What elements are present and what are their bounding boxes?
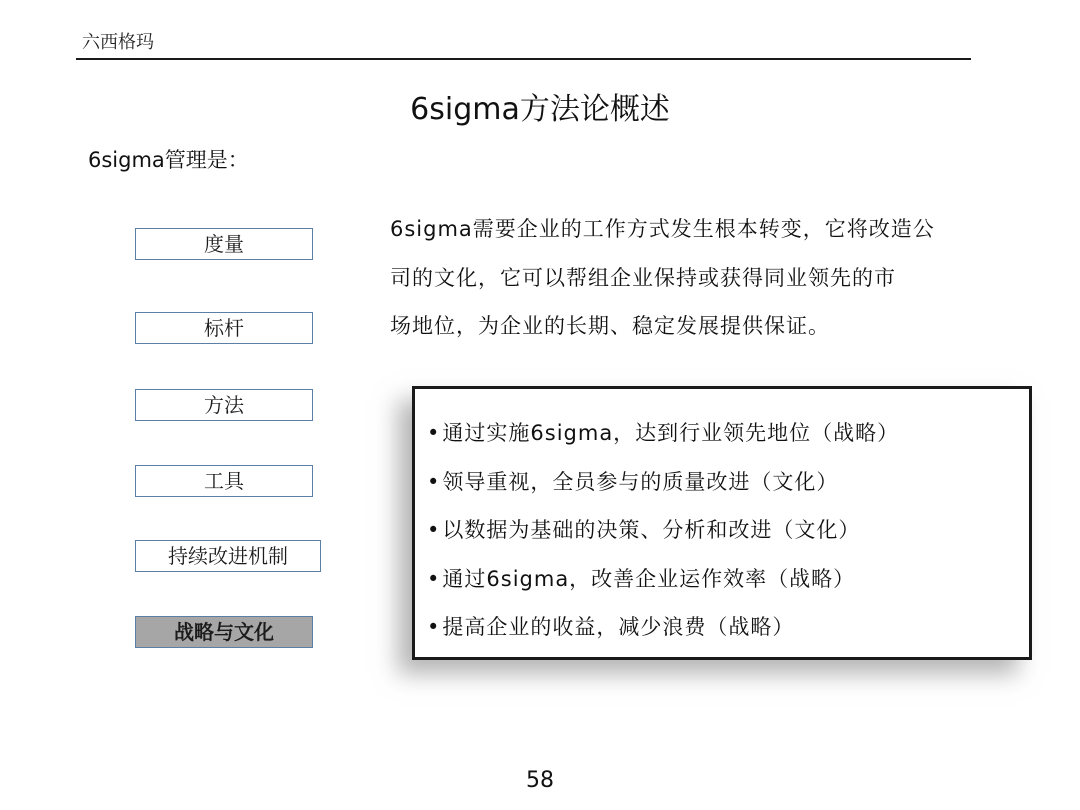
description — [390, 205, 1050, 351]
side-box-continuous-improvement: 持续改进机制 — [135, 540, 321, 572]
bullet-dot: • — [427, 518, 441, 542]
bullet-box — [412, 386, 1032, 660]
bullet-text: 以数据为基础的决策、分析和改进（文化） — [442, 518, 861, 542]
side-box-strategy-culture: 战略与文化 — [135, 616, 313, 648]
bullet-text: 提高企业的收益，减少浪费（战略） — [442, 615, 795, 639]
bullet-dot: • — [427, 566, 441, 591]
side-box-tools: 工具 — [135, 465, 313, 497]
bullet-text: 通过6sigma，改善企业运作效率（战略） — [442, 566, 856, 591]
bullet-dot: • — [427, 421, 441, 445]
description-line: 6sigma需要企业的工作方式发生根本转变，它将改造公 — [390, 217, 935, 241]
side-box-benchmark: 标杆 — [135, 312, 313, 344]
page-number: 58 — [526, 768, 554, 793]
bullet-item — [427, 458, 1029, 507]
header-brand: 六西格玛 — [82, 32, 154, 53]
bullet-dot: • — [427, 615, 441, 639]
header-divider — [76, 58, 971, 60]
description-line: 司的文化，它可以帮组企业保持或获得同业领先的市 — [390, 265, 896, 290]
intro-text: 6sigma管理是： — [88, 148, 249, 172]
bullet-item — [427, 506, 1029, 555]
bullet-item — [427, 409, 1029, 458]
slide-title: 6sigma方法论概述 — [410, 92, 670, 127]
bullet-item — [427, 603, 1029, 652]
bullet-list — [415, 389, 1029, 652]
side-box-measure: 度量 — [135, 228, 313, 260]
bullet-dot: • — [427, 469, 441, 494]
description-line: 场地位，为企业的长期、稳定发展提供保证。 — [390, 314, 830, 338]
bullet-text: 领导重视，全员参与的质量改进（文化） — [442, 469, 839, 494]
bullet-text: 通过实施6sigma，达到行业领先地位（战略） — [442, 421, 900, 445]
bullet-item — [427, 555, 1029, 604]
side-box-method: 方法 — [135, 389, 313, 421]
